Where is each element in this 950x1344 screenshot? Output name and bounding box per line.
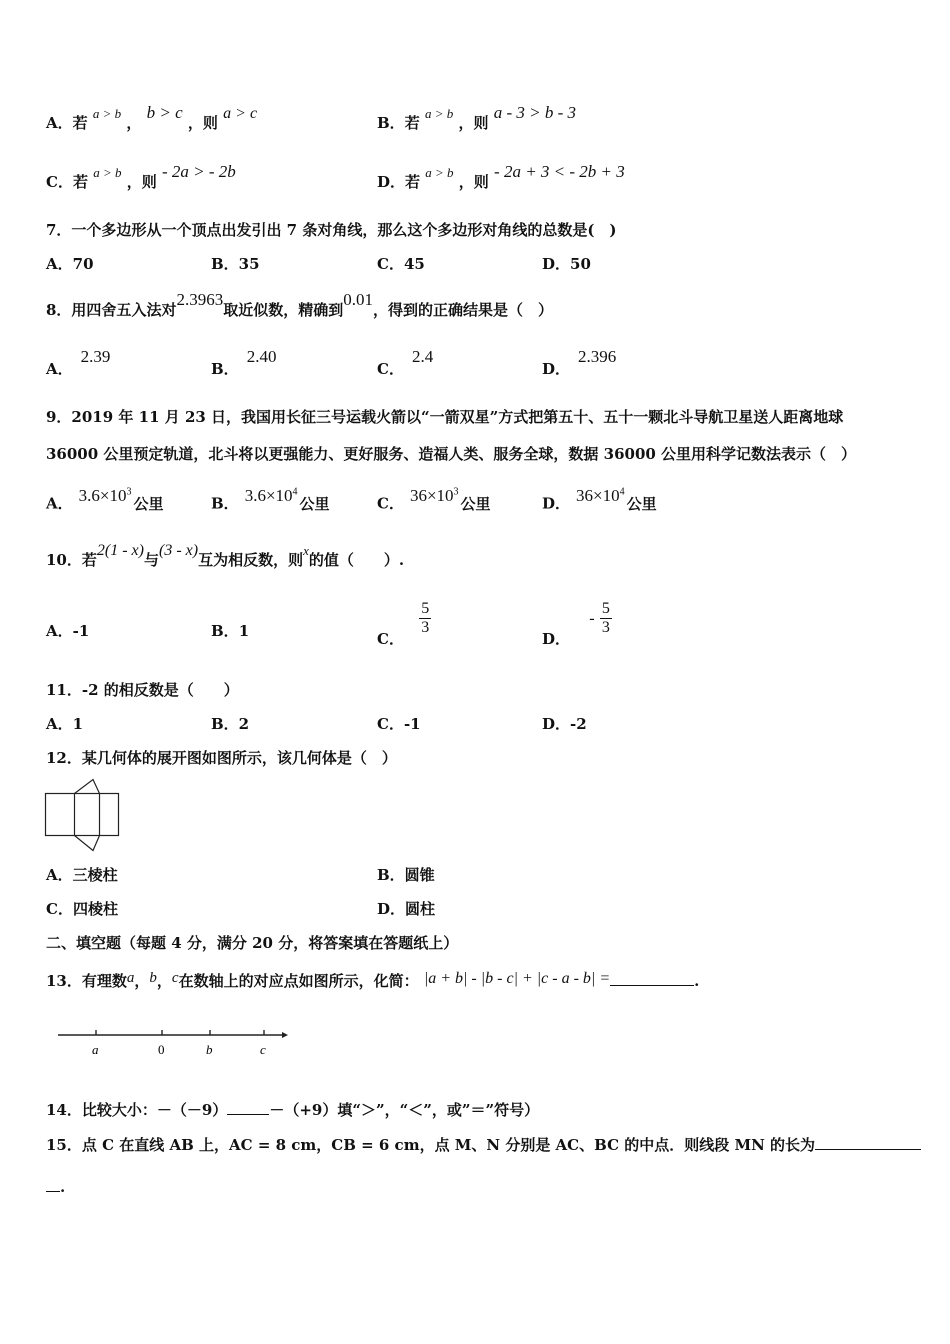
text: 若 bbox=[72, 114, 88, 132]
answer-blank-continued bbox=[46, 1191, 60, 1192]
axis-label-c: c bbox=[260, 1042, 266, 1057]
axis-label-0: 0 bbox=[158, 1042, 165, 1057]
text: . bbox=[60, 1178, 66, 1196]
text: 在数轴上的对应点如图所示，化简： bbox=[178, 972, 419, 990]
option-value: 2.39 bbox=[80, 347, 111, 366]
q13-stem bbox=[46, 971, 699, 992]
option-label: D． bbox=[542, 629, 571, 648]
math: 2(1 - x) bbox=[96, 542, 144, 559]
text: . bbox=[694, 972, 700, 990]
q6-option-c bbox=[46, 162, 236, 193]
text: 15．点 C 在直线 AB 上，AC = 8 cm，CB = 6 cm，点 M、N 分别是 AC、BC 的中点．则线段 MN 的长为 bbox=[46, 1136, 816, 1154]
math: a > b bbox=[425, 165, 454, 180]
q8-stem bbox=[46, 290, 553, 320]
q6-option-a bbox=[46, 103, 258, 134]
math: - 2a + 3 < - 2b + 3 bbox=[494, 162, 625, 181]
text: ，则 bbox=[458, 173, 489, 191]
option-label: C． bbox=[46, 173, 73, 191]
answer-blank bbox=[610, 985, 694, 986]
math: (3 - x) bbox=[158, 542, 199, 559]
math-c: c bbox=[171, 970, 179, 986]
text: －（+9）填“＞”，“＜”，或”＝”符号） bbox=[269, 1101, 540, 1119]
unit: 公里 bbox=[626, 494, 657, 513]
q9-option-a bbox=[46, 485, 164, 514]
base: 3.6×10 bbox=[244, 485, 293, 505]
q7-option-a: A．70 bbox=[46, 255, 94, 273]
unit: 公里 bbox=[460, 494, 491, 513]
q7-option-b: B．35 bbox=[211, 255, 260, 273]
prism-net-figure bbox=[44, 778, 122, 854]
base: 36×10 bbox=[576, 485, 620, 505]
q12-option-d: D．圆柱 bbox=[377, 900, 436, 918]
text: 若 bbox=[405, 173, 421, 191]
axis-label-a: a bbox=[92, 1042, 99, 1057]
text: 10．若 bbox=[46, 551, 97, 569]
exponent: 4 bbox=[292, 486, 298, 497]
sci-notation bbox=[576, 486, 625, 505]
text: 若 bbox=[404, 114, 420, 132]
q11-option-a: A．1 bbox=[46, 715, 84, 733]
option-label: D． bbox=[542, 494, 571, 513]
q10-option-d bbox=[542, 600, 612, 648]
sci-notation bbox=[245, 486, 298, 505]
q12-option-c: C．四棱柱 bbox=[46, 900, 118, 918]
numerator: 5 bbox=[421, 600, 430, 617]
math: a > b bbox=[424, 106, 454, 121]
option-label: B． bbox=[377, 114, 405, 132]
base: 36×10 bbox=[409, 485, 454, 505]
text: ，则 bbox=[458, 114, 489, 132]
q10-option-a bbox=[46, 621, 89, 641]
q7-option-c: C．45 bbox=[377, 255, 425, 273]
math: 0.01 bbox=[343, 290, 373, 309]
math: a > c bbox=[223, 105, 258, 122]
q12-option-b: B．圆锥 bbox=[377, 866, 435, 884]
q9-option-d bbox=[542, 485, 657, 514]
text: 14．比较大小：－（－9） bbox=[46, 1101, 228, 1119]
q6-option-d bbox=[377, 162, 625, 193]
text: 8．用四舍五入法对 bbox=[46, 301, 177, 319]
section-heading: 二、填空题（每题 4 分，满分 20 分，将答案填在答题纸上） bbox=[46, 934, 459, 952]
denominator: 3 bbox=[421, 619, 430, 636]
exponent: 3 bbox=[453, 486, 459, 497]
option-label: B． bbox=[211, 622, 239, 640]
math: a - 3 > b - 3 bbox=[493, 103, 576, 122]
math: b > c bbox=[146, 103, 183, 122]
answer-blank bbox=[815, 1149, 921, 1150]
math: 2.3963 bbox=[176, 290, 224, 309]
q8-option-a bbox=[46, 347, 111, 379]
math: a > b bbox=[93, 165, 122, 180]
exponent: 3 bbox=[126, 486, 132, 497]
q11-option-d: D．-2 bbox=[542, 715, 587, 733]
option-value: 2.396 bbox=[578, 347, 617, 366]
option-label: A． bbox=[46, 360, 73, 378]
q8-option-b bbox=[211, 347, 277, 379]
q9-stem-line1: 9．2019 年 11 月 23 日，我国用长征三号运载火箭以“一箭双星”方式把第五十、五十一颗北斗导航卫星送人距离地球 bbox=[46, 408, 844, 426]
q6-option-b bbox=[377, 103, 576, 134]
text: ， bbox=[134, 972, 150, 990]
math: a > b bbox=[92, 106, 122, 121]
math: - 2a > - 2b bbox=[161, 162, 236, 181]
unit: 公里 bbox=[133, 494, 164, 513]
text: 取近似数，精确到 bbox=[223, 301, 344, 319]
option-value: 2.40 bbox=[246, 347, 277, 366]
denominator: 3 bbox=[601, 619, 610, 636]
q10-option-c bbox=[377, 600, 431, 648]
q14-stem bbox=[46, 1100, 539, 1120]
text: ， bbox=[156, 972, 172, 990]
option-label: D． bbox=[542, 360, 571, 378]
fraction bbox=[600, 600, 612, 637]
exponent: 4 bbox=[619, 486, 625, 497]
q9-option-b bbox=[211, 485, 330, 514]
sign: - bbox=[589, 609, 595, 627]
q8-option-d bbox=[542, 347, 617, 379]
option-label: A． bbox=[46, 622, 73, 640]
q10-stem bbox=[46, 542, 405, 571]
q11-option-c: C．-1 bbox=[377, 715, 421, 733]
option-label: A． bbox=[46, 114, 73, 132]
sci-notation bbox=[410, 486, 459, 505]
option-label: C． bbox=[377, 494, 404, 513]
text: 13．有理数 bbox=[46, 972, 127, 990]
math-b: b bbox=[149, 970, 157, 986]
q15-stem-continued bbox=[46, 1177, 65, 1197]
math: x bbox=[303, 543, 309, 558]
numerator: 5 bbox=[601, 600, 610, 617]
math-a: a bbox=[126, 970, 135, 986]
q9-stem-line2: 36000 公里预定轨道，北斗将以更强能力、更好服务、造福人类、服务全球，数据 36000 公里用科学记数法表示（ ） bbox=[46, 445, 857, 463]
q8-option-c bbox=[377, 347, 434, 379]
option-label: A． bbox=[46, 494, 73, 513]
q7-option-d: D．50 bbox=[542, 255, 591, 273]
text: ，则 bbox=[126, 173, 157, 191]
axis-arrow bbox=[282, 1032, 288, 1038]
q10-option-b bbox=[211, 621, 249, 641]
unit: 公里 bbox=[299, 494, 330, 513]
text: 的值（ ）. bbox=[308, 551, 405, 569]
number-line bbox=[56, 1026, 288, 1060]
option-label: D． bbox=[377, 173, 406, 191]
q7-stem: 7．一个多边形从一个顶点出发引出 7 条对角线，那么这个多边形对角线的总数是( ) bbox=[46, 221, 617, 239]
option-value: 1 bbox=[238, 622, 250, 640]
q11-stem: 11．-2 的相反数是（ ） bbox=[46, 681, 239, 699]
math-expression: |a + b| - |b - c| + |c - a - b| = bbox=[423, 970, 611, 987]
axis-label-b: b bbox=[206, 1042, 213, 1057]
base: 3.6×10 bbox=[78, 485, 127, 505]
option-label: B． bbox=[211, 360, 239, 378]
text: 与 bbox=[143, 551, 159, 569]
option-label: B． bbox=[211, 494, 239, 513]
text: ，则 bbox=[187, 114, 218, 132]
option-value: 2.4 bbox=[411, 347, 434, 366]
option-value: -1 bbox=[72, 622, 90, 640]
q9-option-c bbox=[377, 485, 491, 514]
fraction bbox=[419, 600, 431, 637]
text: 若 bbox=[72, 173, 88, 191]
option-label: C． bbox=[377, 629, 404, 648]
text: 互为相反数，则 bbox=[198, 551, 304, 569]
q11-option-b: B．2 bbox=[211, 715, 250, 733]
answer-blank bbox=[227, 1114, 269, 1115]
sci-notation bbox=[79, 486, 132, 505]
text: ，得到的正确结果是（ ） bbox=[372, 301, 553, 319]
q15-stem bbox=[46, 1135, 921, 1155]
q12-option-a: A．三棱柱 bbox=[46, 866, 118, 884]
q12-stem: 12．某几何体的展开图如图所示，该几何体是（ ） bbox=[46, 749, 397, 767]
text: ， bbox=[126, 114, 142, 132]
option-label: C． bbox=[377, 360, 404, 378]
